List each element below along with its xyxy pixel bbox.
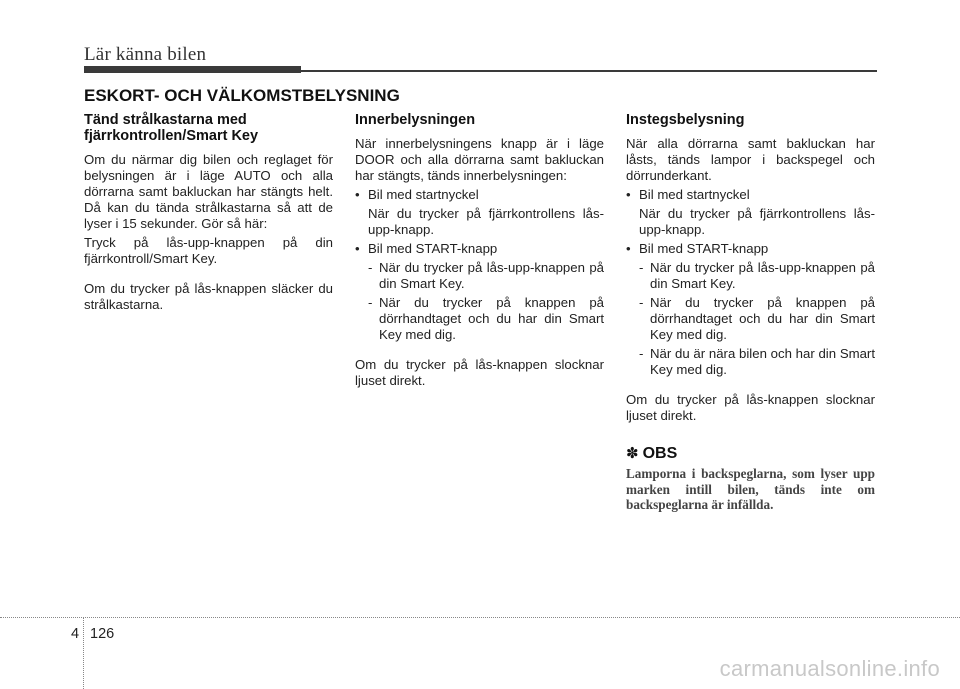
note-title: OBS (642, 445, 678, 462)
note-text: Lamporna i backspeglarna, som lyser upp marken intill bilen, tänds inte om backspeglarna är infällda. (626, 466, 875, 512)
asterisk-icon: ✽ (626, 445, 639, 462)
bullet-detail: När du trycker på fjärrkontrollens lås-upp-knapp. (368, 206, 604, 237)
heading-interior-light: Innerbelysningen (355, 112, 476, 128)
footer-rule (0, 617, 960, 618)
paragraph: När alla dörrarna samt bakluckan har låsts, tänds lampor i backspegel och dörrunderkant. (626, 136, 875, 183)
watermark: carmanualsonline.info (719, 656, 940, 681)
paragraph: Om du trycker på lås-knappen släcker du strålkastarna. (84, 281, 333, 312)
section-title: ESKORT- OCH VÄLKOMSTBELYSNING (84, 86, 400, 105)
header-rule-thin (301, 70, 877, 72)
footer-divider (83, 617, 84, 689)
bullet-detail: När du trycker på fjärrkontrollens lås-upp-knapp. (639, 206, 875, 237)
bullet-item: • Bil med startnyckel (355, 187, 604, 203)
paragraph: Om du trycker på lås-knappen slocknar ljuset direkt. (626, 392, 875, 423)
paragraph: När innerbelysningens knapp är i läge DOOR och alla dörrarna samt bakluckan har stängts, tänds innerbelysningen: (355, 136, 604, 183)
chapter-number: 4 (71, 626, 80, 642)
column-right (626, 112, 875, 516)
note-heading (626, 446, 875, 462)
column-middle (355, 112, 604, 392)
header-rule-thick (84, 66, 301, 73)
paragraph: Om du trycker på lås-knappen slocknar ljuset direkt. (355, 357, 604, 388)
dash-item: - När du är nära bilen och har din Smart Key med dig. (626, 346, 875, 378)
column-left (84, 112, 333, 316)
heading-puddle-light: Instegsbelysning (626, 112, 745, 128)
dash-item: - När du trycker på knappen på dörrhandtaget och du har din Smart Key med dig. (626, 295, 875, 343)
dash-item: - När du trycker på lås-upp-knappen på din Smart Key. (626, 260, 875, 292)
heading-headlight-escort: Tänd strålkastarna med fjärrkontrollen/Smart Key (84, 112, 259, 144)
bullet-item: • Bil med START-knapp (355, 241, 604, 257)
paragraph: Om du närmar dig bilen och reglaget för belysningen är i läge AUTO och alla dörrarna samt bakluckan har stängts helt. Då kan du tända strålkastarna så att de lyser i 15 sekunder. Gör så här: (84, 152, 333, 231)
page-number: 126 (90, 626, 115, 642)
running-header: Lär känna bilen (84, 44, 207, 65)
paragraph: Tryck på lås-upp-knappen på din fjärrkontroll/Smart Key. (84, 235, 333, 266)
bullet-item: • Bil med START-knapp (626, 241, 875, 257)
dash-item: - När du trycker på lås-upp-knappen på din Smart Key. (355, 260, 604, 292)
bullet-item: • Bil med startnyckel (626, 187, 875, 203)
dash-item: - När du trycker på knappen på dörrhandtaget och du har din Smart Key med dig. (355, 295, 604, 343)
